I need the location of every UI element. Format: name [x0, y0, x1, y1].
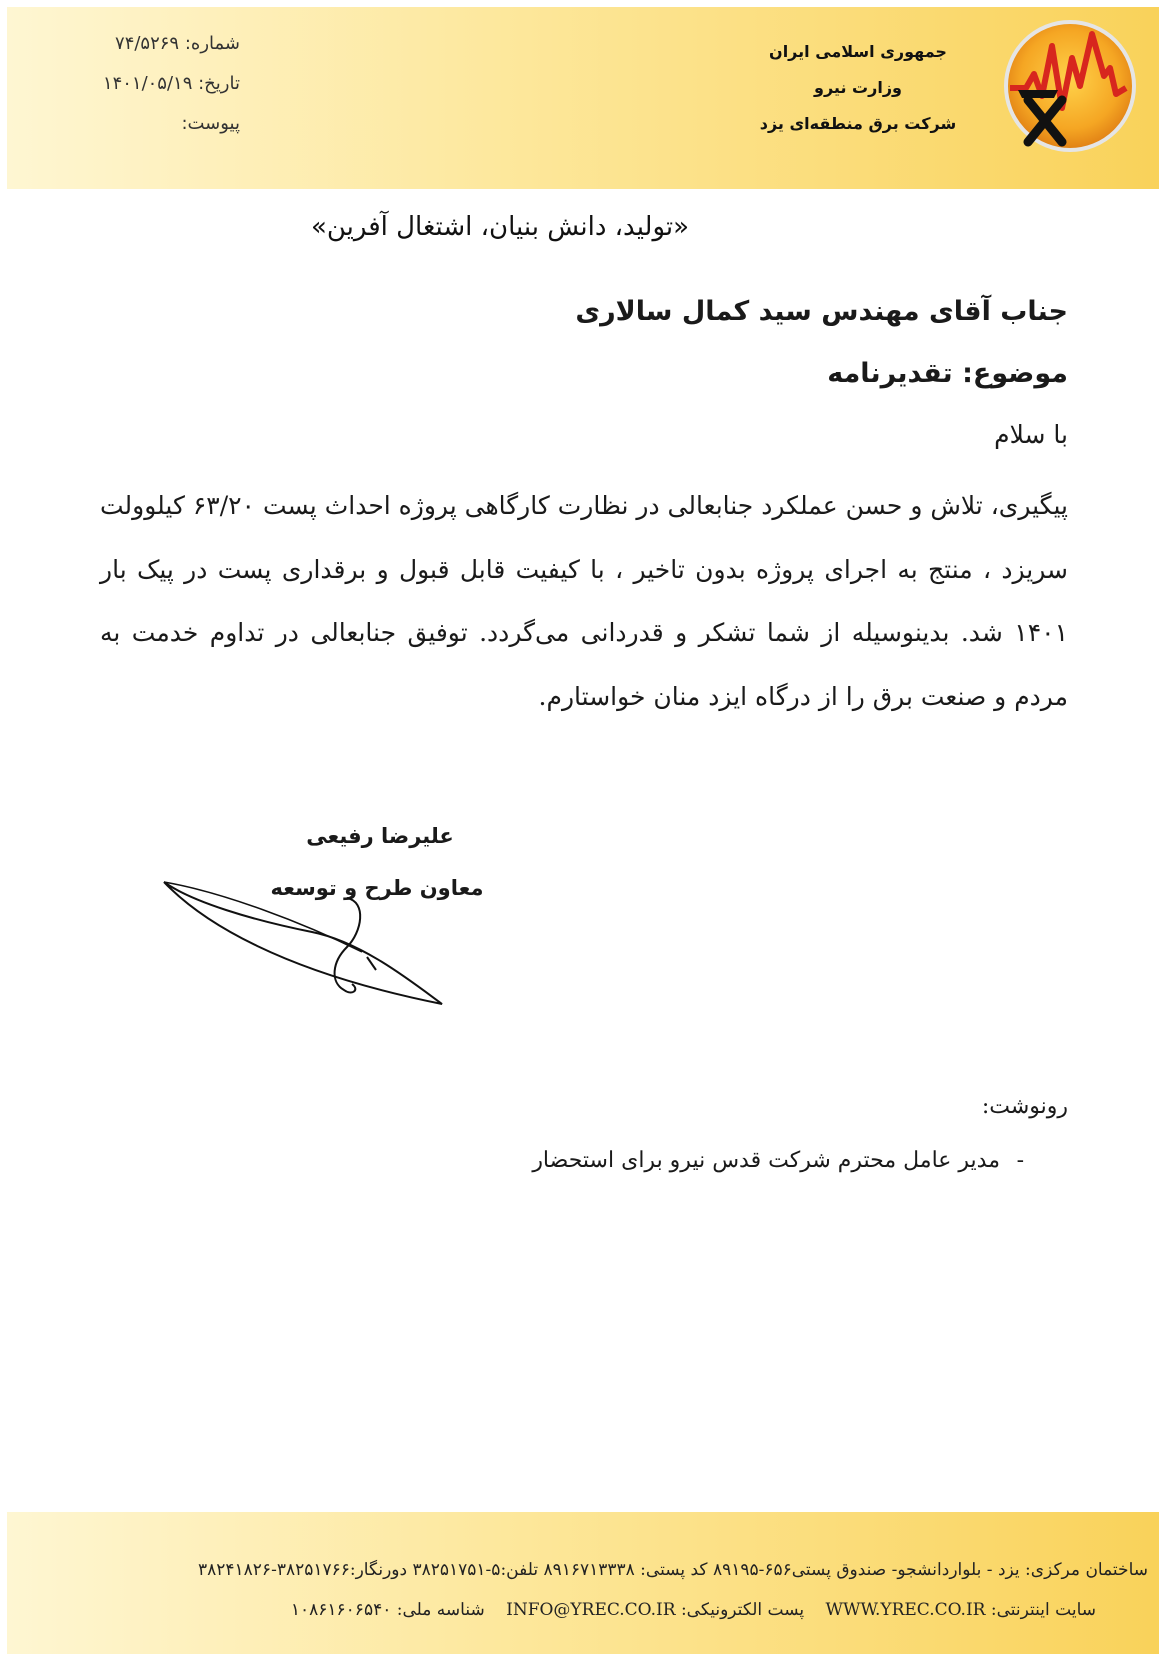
footer-band [7, 1512, 1159, 1654]
org-line-2: وزارت نیرو [814, 78, 902, 97]
letter-date: تاریخ: ۱۴۰۱/۰۵/۱۹ [102, 73, 240, 94]
org-line-1: جمهوری اسلامی ایران [769, 42, 947, 61]
recipient: جناب آقای مهندس سید کمال سالاری [575, 296, 1068, 327]
slogan: «تولید، دانش بنیان، اشتغال آفرین» [310, 212, 690, 242]
footer-contacts [46, 1600, 1096, 1620]
signer-title: معاون طرح و توسعه [270, 876, 484, 900]
signer-name: علیرضا رفیعی [306, 824, 454, 848]
footer-email: پست الکترونیکی: INFO@YREC.CO.IR [506, 1600, 805, 1620]
handwritten-signature [162, 862, 472, 1012]
letter-number: شماره: ۷۴/۵۲۶۹ [115, 33, 240, 54]
org-line-3: شرکت برق منطقه‌ای یزد [759, 114, 957, 133]
letter-attachment: پیوست: [181, 113, 240, 134]
cc-label: رونوشت: [981, 1094, 1068, 1119]
letter-meta [40, 24, 240, 144]
cc-dash: - [1016, 1148, 1024, 1173]
footer-national-id: شناسه ملی: ۱۰۸۶۱۶۰۶۵۴۰ [290, 1600, 485, 1620]
letter-body: پیگیری، تلاش و حسن عملکرد جنابعالی در نظارت کارگاهی پروژه احداث پست ۶۳/۲۰ کیلوولت سریزد ، منتج به اجرای پروژه بدون تاخیر ، با کیفیت قابل قبول و برقداری پست در پیک بار ۱۴۰۱ شد. بدینوسیله از شما تشکر و قدردانی می‌گردد. توفیق جنابعالی در تداوم خدمت به مردم و صنعت برق را از درگاه ایزد منان خواستارم. [100, 491, 1068, 711]
company-logo [1000, 16, 1140, 156]
organization-name [728, 34, 988, 142]
greeting: با سلام [994, 420, 1068, 449]
footer-address: ساختمان مرکزی: یزد - بلوارد‌انشجو- صندوق پستی۶۵۶-۸۹۱۹۵ کد پستی: ۸۹۱۶۷۱۳۳۳۸ تلفن:۵-۳۸۲۵۱۷۵۱ دورنگار:۳۸۲۵۱۷۶۶-۳۸۲۴۱۸۲۶ [198, 1560, 1148, 1580]
cc-recipient: مدیر عامل محترم شرکت قدس نیرو برای استحضار [532, 1148, 1000, 1173]
footer-website: سایت اینترنتی: WWW.YREC.CO.IR [825, 1600, 1096, 1620]
subject: موضوع: تقدیرنامه [827, 358, 1068, 389]
